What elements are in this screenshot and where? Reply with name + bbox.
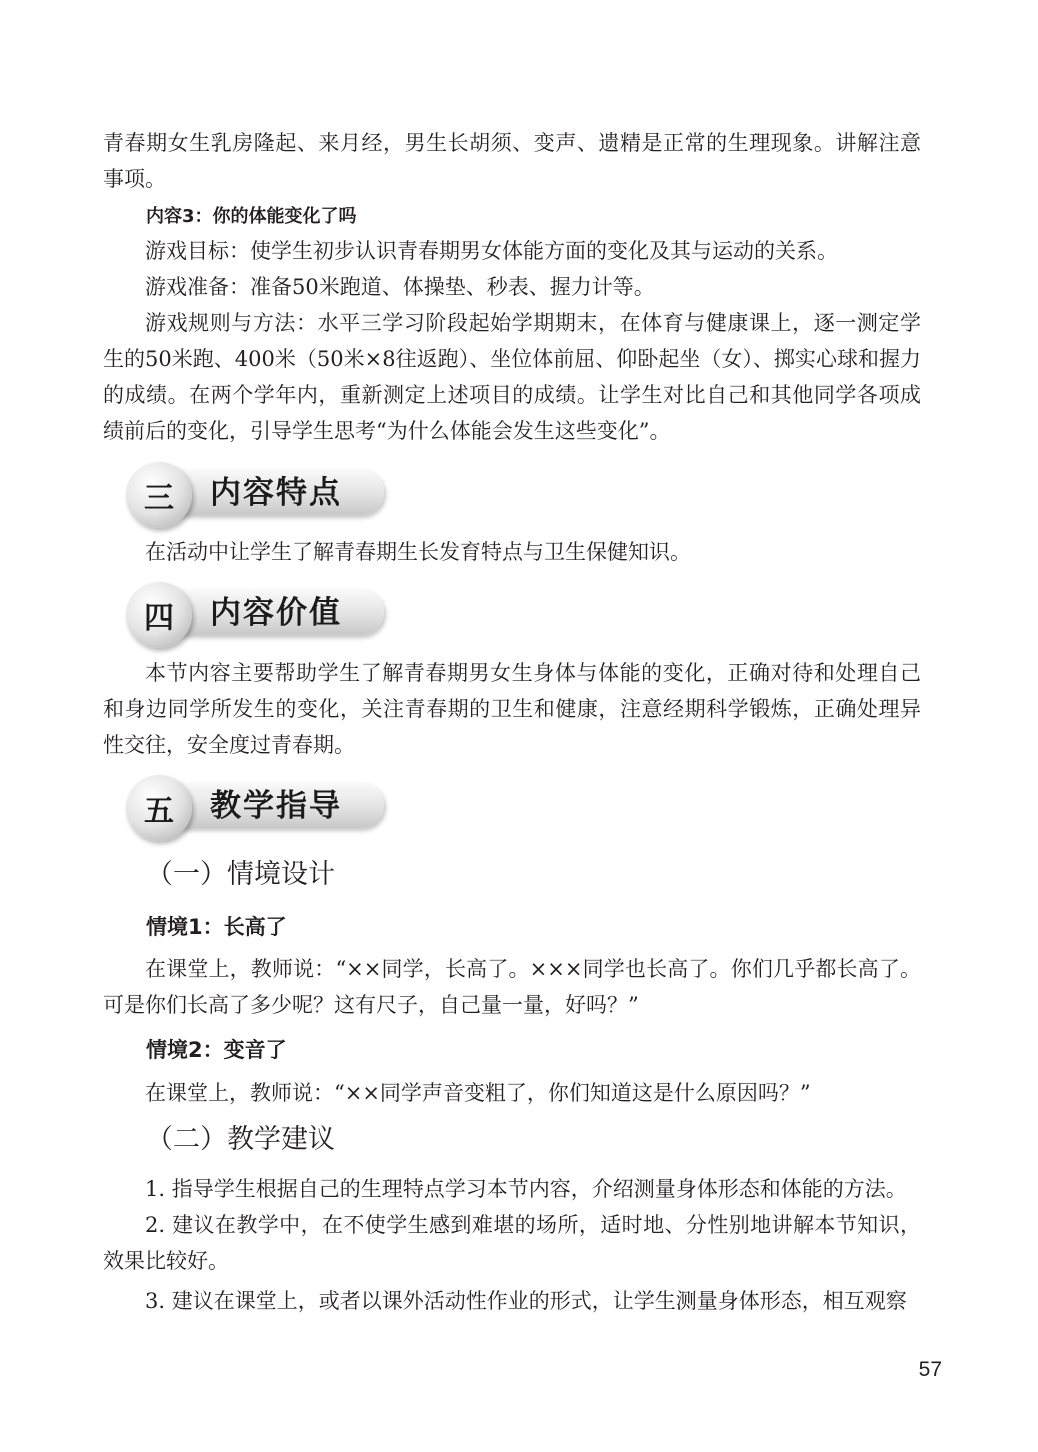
section-number: 三	[144, 481, 174, 516]
section-heading-4	[126, 582, 388, 648]
section4-text: 本节内容主要帮助学生了解青春期男女生身体与体能的变化，正确对待和处理自己和身边同学所发生的变化，关注青春期的卫生和健康，注意经期科学锻炼，正确处理异性交往，安全度过青春期。	[103, 661, 921, 757]
situation1-text: 在课堂上，教师说：“××同学，长高了。×××同学也长高了。你们几乎都长高了。可是你们长高了多少呢？这有尺子，自己量一量，好吗？”	[103, 957, 921, 1017]
page-number: 57	[918, 1358, 942, 1381]
subsection-scenario-design: （一）情境设计	[146, 859, 335, 890]
section3-text: 在活动中让学生了解青春期生长发育特点与卫生保健知识。	[145, 540, 691, 564]
section-title: 教学指导	[210, 788, 342, 824]
content3-heading: 内容3：你的体能变化了吗	[146, 206, 357, 227]
section-number-badge	[126, 462, 192, 528]
content3-rules: 游戏规则与方法：水平三学习阶段起始学期期末，在体育与健康课上，逐一测定学生的50米跑、400米（50米×8往返跑）、坐位体前屈、仰卧起坐（女）、掷实心球和握力的成绩。在两个学年内，重新测定上述项目的成绩。让学生对比自己和其他同学各项成绩前后的变化，引导学生思考“为什么体能会发生这些变化”。	[103, 311, 921, 443]
situation2-text: 在课堂上，教师说：“××同学声音变粗了，你们知道这是什么原因吗？”	[145, 1081, 811, 1105]
subsection-teaching-suggestions: （二）教学建议	[146, 1124, 335, 1155]
section-title: 内容价值	[210, 595, 342, 631]
section-number: 四	[144, 601, 174, 636]
situation1-title: 情境1：长高了	[146, 915, 287, 939]
suggestion-3: 3. 建议在课堂上，或者以课外活动性作业的形式，让学生测量身体形态，相互观察	[145, 1289, 907, 1313]
suggestion-2: 2. 建议在教学中，在不使学生感到难堪的场所，适时地、分性别地讲解本节知识，效果比较好。	[103, 1213, 921, 1273]
situation2-title: 情境2：变音了	[146, 1038, 287, 1062]
section-number-badge	[126, 775, 192, 841]
section-heading-5	[126, 775, 388, 841]
content3-goal: 游戏目标：使学生初步认识青春期男女体能方面的变化及其与运动的关系。	[145, 239, 838, 263]
section-heading-3	[126, 462, 388, 528]
intro-paragraph: 青春期女生乳房隆起、来月经，男生长胡须、变声、遗精是正常的生理现象。讲解注意事项。	[103, 131, 921, 191]
section-title: 内容特点	[210, 475, 342, 511]
section-number-badge	[126, 582, 192, 648]
suggestion-1: 1. 指导学生根据自己的生理特点学习本节内容，介绍测量身体形态和体能的方法。	[145, 1177, 907, 1201]
content3-prep: 游戏准备：准备50米跑道、体操垫、秒表、握力计等。	[145, 275, 655, 299]
section-number: 五	[144, 794, 174, 829]
